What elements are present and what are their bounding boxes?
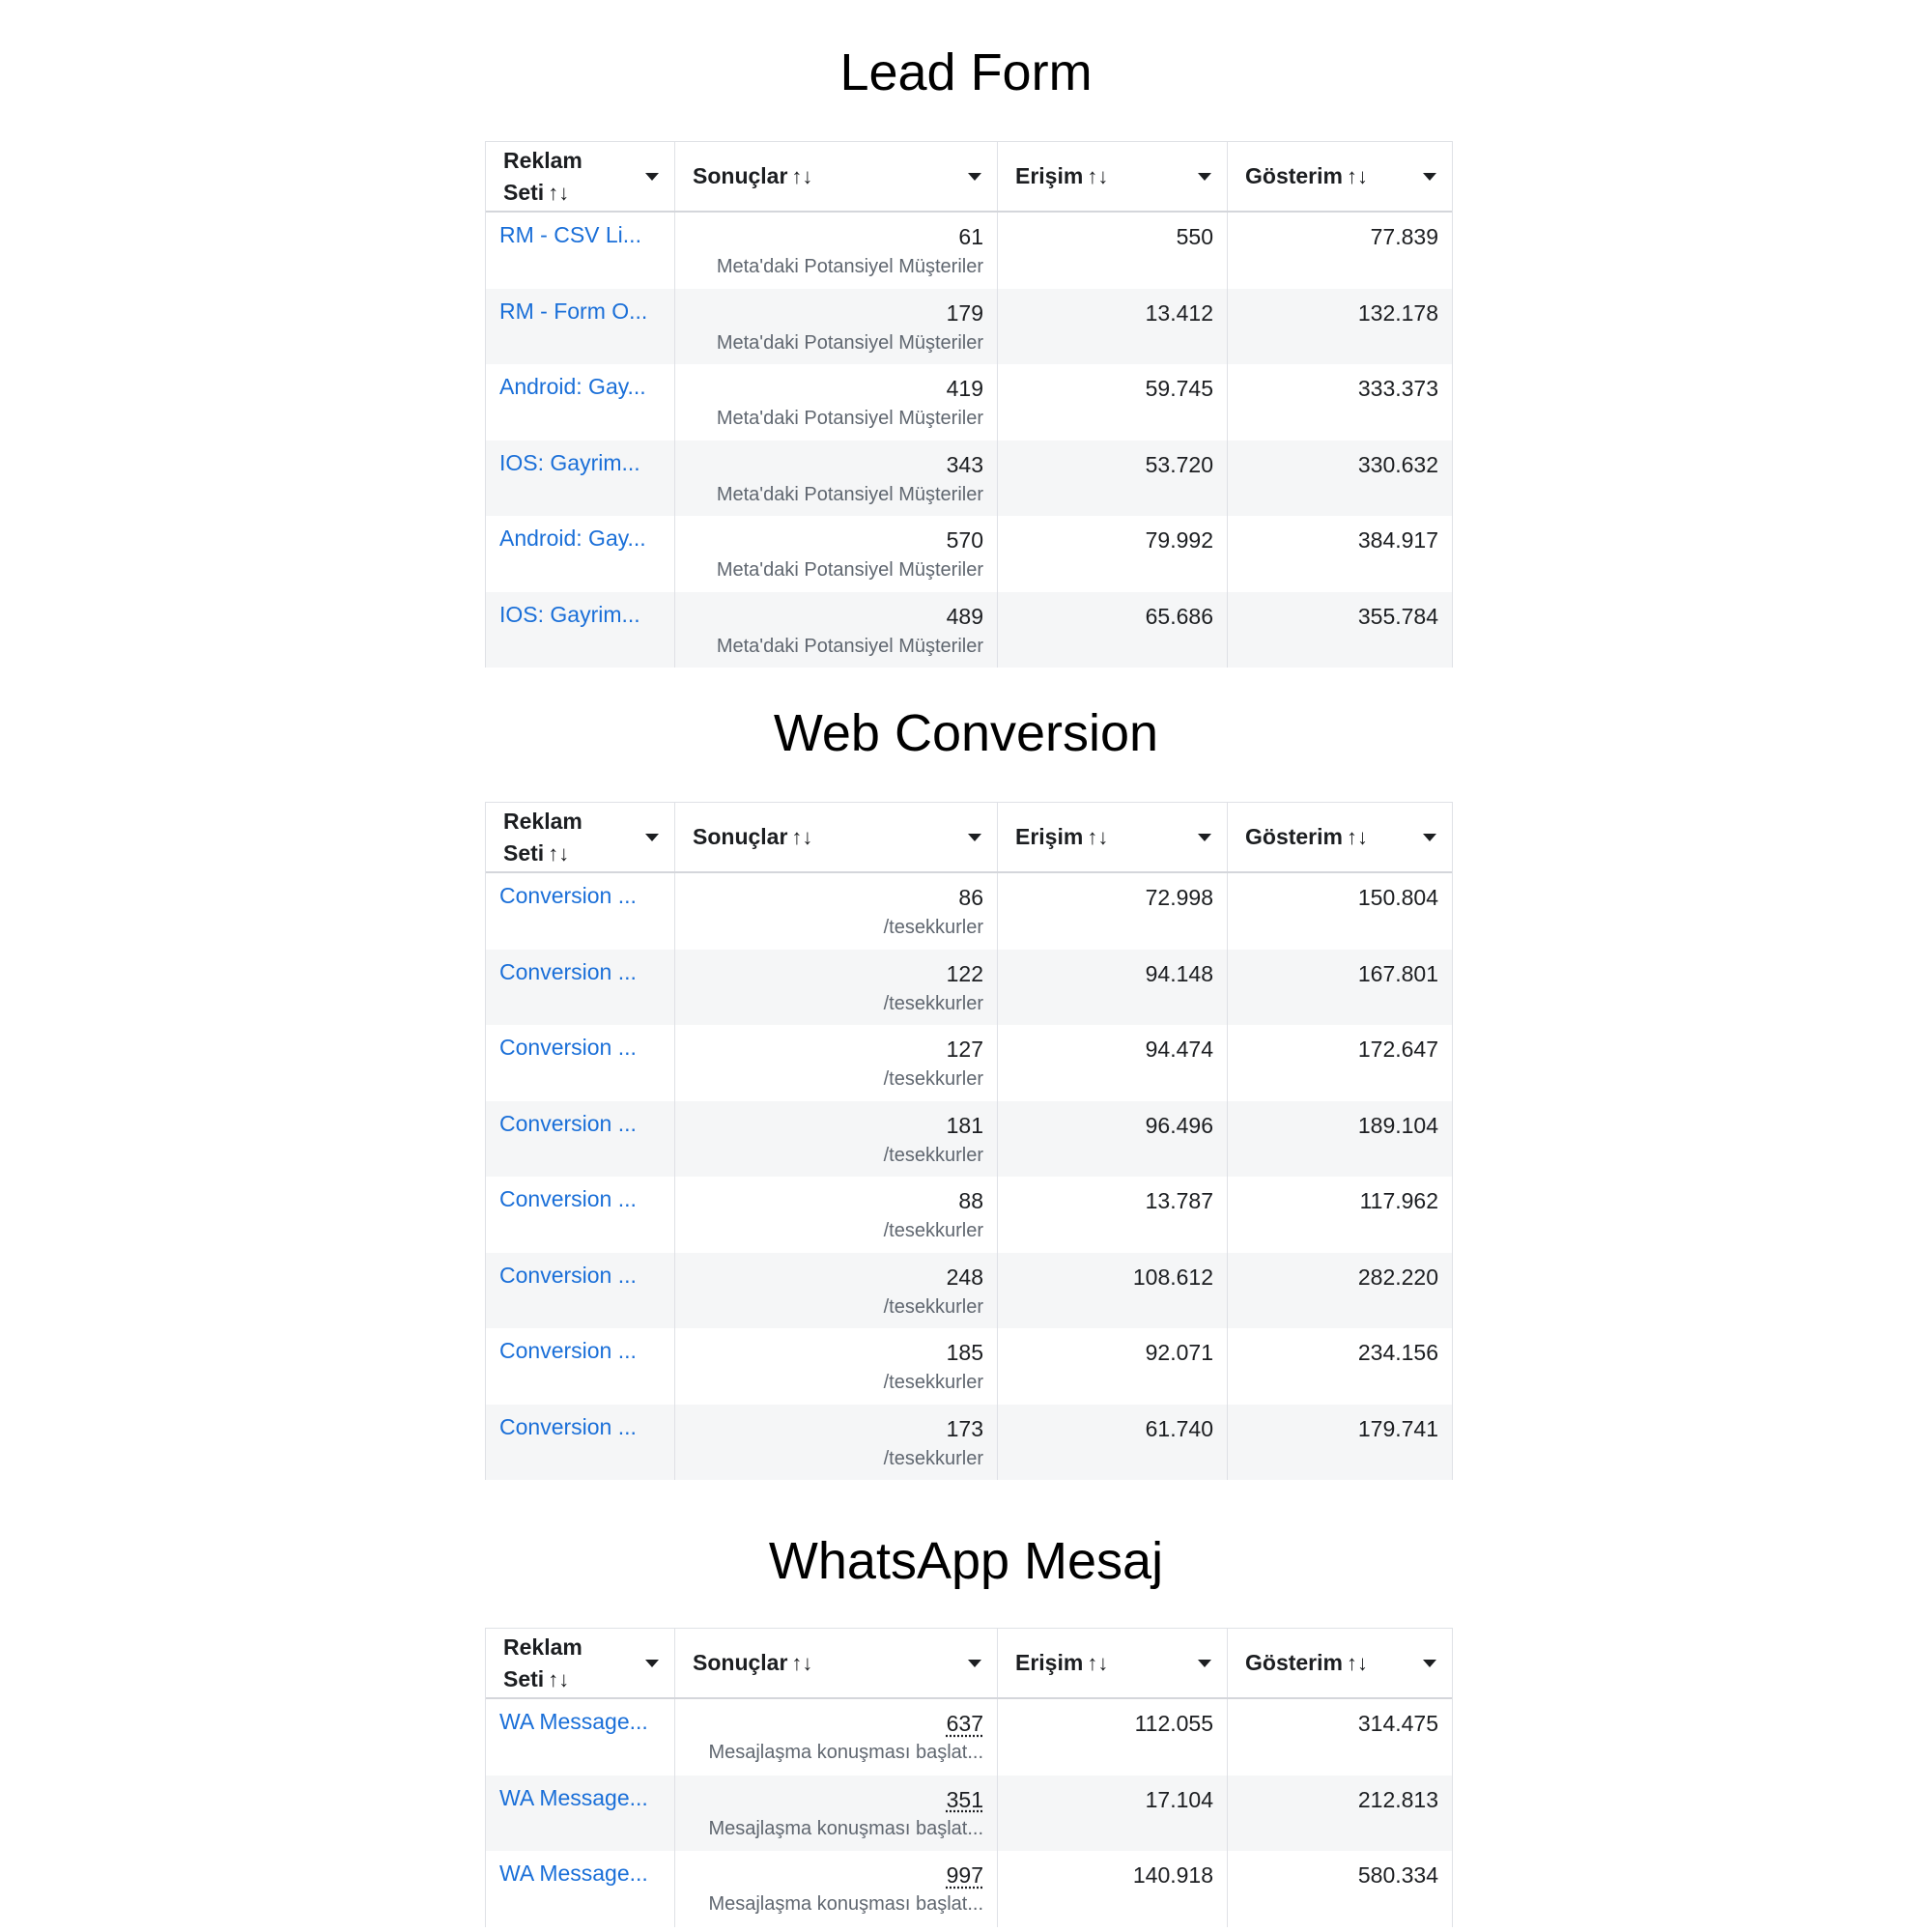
table-row xyxy=(486,1328,1452,1405)
cell-ad-set xyxy=(486,1776,675,1852)
cell-reach: 13.787 xyxy=(998,1177,1228,1253)
cell-results xyxy=(675,1253,998,1329)
ad-set-link[interactable]: IOS: Gayrim... xyxy=(499,449,640,475)
header-label-line: Reklam xyxy=(503,147,582,173)
header-label xyxy=(693,160,812,192)
sort-icon[interactable]: ↑↓ xyxy=(1087,1651,1109,1675)
sort-icon[interactable]: ↑↓ xyxy=(1087,164,1109,188)
header-label-text: Erişim xyxy=(1015,824,1084,849)
sort-icon[interactable]: ↑↓ xyxy=(548,180,570,205)
cell-impressions: 282.220 xyxy=(1357,1264,1438,1290)
ad-set-link[interactable]: Conversion ... xyxy=(499,1338,637,1363)
section-title: Web Conversion xyxy=(773,704,1159,762)
sort-icon[interactable]: ↑↓ xyxy=(548,1666,570,1691)
result-type: Mesajlaşma konuşması başlat... xyxy=(708,1893,983,1915)
table-row xyxy=(486,364,1452,440)
header-label xyxy=(1015,1647,1108,1679)
table-row xyxy=(486,440,1452,517)
cell-reach: 61.740 xyxy=(998,1405,1228,1481)
cell-reach: 550 xyxy=(998,213,1228,289)
dropdown-caret-icon[interactable] xyxy=(1198,834,1211,841)
result-value: 122 xyxy=(946,960,983,986)
header-label xyxy=(1015,821,1108,853)
cell-results xyxy=(675,1101,998,1178)
header-content xyxy=(675,803,997,871)
header-label xyxy=(503,1632,582,1695)
cell-impressions: 355.784 xyxy=(1357,603,1438,629)
sort-icon[interactable]: ↑↓ xyxy=(1346,164,1368,188)
cell-reach: 140.918 xyxy=(998,1851,1228,1927)
dropdown-caret-icon[interactable] xyxy=(968,173,981,181)
dropdown-caret-icon[interactable] xyxy=(645,834,659,841)
table-row xyxy=(486,1699,1452,1776)
result-value: 181 xyxy=(946,1112,983,1138)
result-type: /tesekkurler xyxy=(883,1144,983,1166)
result-type: /tesekkurler xyxy=(883,1447,983,1469)
result-value: 61 xyxy=(958,224,983,249)
table-row xyxy=(486,1253,1452,1329)
header-label-line: Seti xyxy=(503,1665,545,1691)
cell-impressions: 132.178 xyxy=(1357,299,1438,326)
ad-set-link[interactable]: Conversion ... xyxy=(499,1110,637,1136)
result-type: /tesekkurler xyxy=(883,917,983,938)
ad-set-link[interactable]: Conversion ... xyxy=(499,958,637,984)
result-value: 419 xyxy=(946,376,983,401)
table-row xyxy=(486,1025,1452,1101)
results-table xyxy=(485,1628,1453,1927)
cell-reach: 13.412 xyxy=(998,289,1228,365)
column-header-impressions[interactable] xyxy=(1228,142,1452,211)
result-value: 248 xyxy=(946,1264,983,1290)
result-type: /tesekkurler xyxy=(883,992,983,1014)
header-content xyxy=(1228,142,1452,211)
dropdown-caret-icon[interactable] xyxy=(1423,834,1436,841)
cell-impressions: 234.156 xyxy=(1357,1340,1438,1365)
cell-ad-set xyxy=(486,1699,675,1776)
dropdown-caret-icon[interactable] xyxy=(645,173,659,181)
result-value: 570 xyxy=(946,527,983,553)
header-label xyxy=(693,821,812,853)
result-type: Mesajlaşma konuşması başlat... xyxy=(708,1817,983,1839)
column-header-results[interactable] xyxy=(675,803,998,871)
column-header-reach[interactable] xyxy=(998,1629,1228,1697)
column-header-ad-set[interactable] xyxy=(486,1629,675,1697)
header-label-text: Erişim xyxy=(1015,163,1084,188)
result-value: 86 xyxy=(958,885,983,910)
dropdown-caret-icon[interactable] xyxy=(968,1660,981,1667)
sort-icon[interactable]: ↑↓ xyxy=(1346,825,1368,849)
ad-set-link[interactable]: Conversion ... xyxy=(499,883,637,908)
header-label xyxy=(503,145,582,209)
ad-set-link[interactable]: Android: Gay... xyxy=(499,526,646,551)
result-value[interactable]: 997 xyxy=(946,1862,983,1888)
header-content xyxy=(1228,1629,1452,1697)
dropdown-caret-icon[interactable] xyxy=(1198,1660,1211,1667)
result-value: 127 xyxy=(946,1037,983,1062)
ad-set-link[interactable]: RM - CSV Li... xyxy=(499,222,641,247)
cell-impressions: 212.813 xyxy=(1357,1786,1438,1812)
cell-ad-set xyxy=(486,592,675,668)
ad-set-link[interactable]: WA Message... xyxy=(499,1784,648,1810)
cell-reach: 72.998 xyxy=(998,873,1228,950)
table-row xyxy=(486,1776,1452,1852)
cell-impressions: 167.801 xyxy=(1357,960,1438,986)
header-content xyxy=(998,142,1227,211)
dropdown-caret-icon[interactable] xyxy=(1423,173,1436,181)
table-header xyxy=(486,141,1452,213)
sort-icon[interactable]: ↑↓ xyxy=(1346,1651,1368,1675)
result-type: /tesekkurler xyxy=(883,1295,983,1318)
cell-reach: 92.071 xyxy=(998,1328,1228,1405)
sort-icon[interactable]: ↑↓ xyxy=(791,1651,813,1675)
ad-set-link[interactable]: WA Message... xyxy=(499,1861,648,1886)
cell-results xyxy=(675,516,998,592)
result-value: 173 xyxy=(946,1415,983,1441)
result-value[interactable]: 637 xyxy=(946,1711,983,1736)
ad-set-link[interactable]: Conversion ... xyxy=(499,1035,637,1060)
section-title: WhatsApp Mesaj xyxy=(768,1532,1164,1590)
result-type: Meta'daki Potansiyel Müşteriler xyxy=(716,331,983,354)
result-value: 185 xyxy=(946,1340,983,1365)
results-table xyxy=(485,141,1453,668)
header-label-text: Erişim xyxy=(1015,1650,1084,1675)
header-label-line: Reklam xyxy=(503,1634,582,1660)
result-type: Mesajlaşma konuşması başlat... xyxy=(708,1742,983,1763)
header-label xyxy=(693,1647,812,1679)
cell-reach: 112.055 xyxy=(998,1699,1228,1776)
section-title: Lead Form xyxy=(839,43,1093,101)
header-label-line: Seti xyxy=(503,179,545,205)
cell-impressions: 333.373 xyxy=(1357,376,1438,401)
cell-ad-set xyxy=(486,1177,675,1253)
cell-ad-set xyxy=(486,1405,675,1481)
result-value: 179 xyxy=(946,299,983,326)
cell-results xyxy=(675,1851,998,1927)
column-header-reach[interactable] xyxy=(998,142,1228,211)
header-content xyxy=(675,1629,997,1697)
table-row xyxy=(486,592,1452,668)
column-header-results[interactable] xyxy=(675,142,998,211)
cell-results xyxy=(675,1699,998,1776)
header-label-text: Sonuçlar xyxy=(693,163,788,188)
table-row xyxy=(486,950,1452,1026)
cell-results xyxy=(675,950,998,1026)
header-label-text: Sonuçlar xyxy=(693,824,788,849)
header-label xyxy=(1015,160,1108,192)
cell-results xyxy=(675,1177,998,1253)
sort-icon[interactable]: ↑↓ xyxy=(1087,825,1109,849)
ad-set-link[interactable]: Android: Gay... xyxy=(499,374,646,399)
table-row xyxy=(486,1101,1452,1178)
ad-set-link[interactable]: Conversion ... xyxy=(499,1262,637,1288)
cell-impressions: 179.741 xyxy=(1357,1415,1438,1441)
header-content xyxy=(998,803,1227,871)
cell-ad-set xyxy=(486,1851,675,1927)
column-header-impressions[interactable] xyxy=(1228,803,1452,871)
cell-results xyxy=(675,873,998,950)
column-header-ad-set[interactable] xyxy=(486,142,675,211)
sort-icon[interactable]: ↑↓ xyxy=(548,840,570,866)
table-row xyxy=(486,213,1452,289)
cell-results xyxy=(675,1776,998,1852)
cell-ad-set xyxy=(486,516,675,592)
cell-impressions: 580.334 xyxy=(1357,1862,1438,1888)
table-row xyxy=(486,1177,1452,1253)
table-header xyxy=(486,1628,1452,1699)
ad-set-link[interactable]: IOS: Gayrim... xyxy=(499,601,640,627)
column-header-reach[interactable] xyxy=(998,803,1228,871)
table-row xyxy=(486,516,1452,592)
cell-ad-set xyxy=(486,950,675,1026)
cell-ad-set xyxy=(486,1328,675,1405)
cell-reach: 59.745 xyxy=(998,364,1228,440)
header-content xyxy=(486,1629,674,1697)
result-value: 88 xyxy=(958,1188,983,1213)
column-header-results[interactable] xyxy=(675,1629,998,1697)
ad-set-link[interactable]: Conversion ... xyxy=(499,1413,637,1439)
header-label xyxy=(1245,821,1368,853)
result-value: 489 xyxy=(946,603,983,629)
cell-reach: 94.148 xyxy=(998,950,1228,1026)
cell-results xyxy=(675,440,998,517)
cell-ad-set xyxy=(486,213,675,289)
header-label xyxy=(1245,160,1368,192)
cell-impressions: 330.632 xyxy=(1357,451,1438,477)
cell-impressions: 172.647 xyxy=(1357,1037,1438,1062)
cell-impressions: 189.104 xyxy=(1357,1112,1438,1138)
result-type: Meta'daki Potansiyel Müşteriler xyxy=(716,483,983,505)
header-content xyxy=(675,142,997,211)
cell-ad-set xyxy=(486,364,675,440)
result-value[interactable]: 351 xyxy=(946,1786,983,1812)
cell-results xyxy=(675,1405,998,1481)
ad-set-link[interactable]: WA Message... xyxy=(499,1709,648,1734)
cell-ad-set xyxy=(486,440,675,517)
result-type: Meta'daki Potansiyel Müşteriler xyxy=(716,559,983,581)
sort-icon[interactable]: ↑↓ xyxy=(791,825,813,849)
result-type: Meta'daki Potansiyel Müşteriler xyxy=(716,635,983,657)
cell-reach: 79.992 xyxy=(998,516,1228,592)
cell-reach: 65.686 xyxy=(998,592,1228,668)
dropdown-caret-icon[interactable] xyxy=(1423,1660,1436,1667)
cell-ad-set xyxy=(486,873,675,950)
result-type: Meta'daki Potansiyel Müşteriler xyxy=(716,408,983,429)
header-content xyxy=(1228,803,1452,871)
header-label-line: Reklam xyxy=(503,808,582,834)
result-type: Meta'daki Potansiyel Müşteriler xyxy=(716,256,983,277)
cell-results xyxy=(675,592,998,668)
results-table xyxy=(485,802,1453,1480)
table-row xyxy=(486,873,1452,950)
column-header-impressions[interactable] xyxy=(1228,1629,1452,1697)
header-label-text: Gösterim xyxy=(1245,1650,1343,1675)
column-header-ad-set[interactable] xyxy=(486,803,675,871)
cell-impressions: 77.839 xyxy=(1370,224,1438,249)
cell-results xyxy=(675,289,998,365)
cell-reach: 94.474 xyxy=(998,1025,1228,1101)
header-content xyxy=(998,1629,1227,1697)
table-header xyxy=(486,802,1452,873)
cell-impressions: 150.804 xyxy=(1357,885,1438,910)
table-row xyxy=(486,1851,1452,1927)
sort-icon[interactable]: ↑↓ xyxy=(791,164,813,188)
header-label-text: Gösterim xyxy=(1245,163,1343,188)
cell-results xyxy=(675,364,998,440)
cell-results xyxy=(675,213,998,289)
cell-reach: 53.720 xyxy=(998,440,1228,517)
header-content xyxy=(486,142,674,211)
cell-impressions: 117.962 xyxy=(1359,1188,1438,1213)
header-label-text: Gösterim xyxy=(1245,824,1343,849)
table-row xyxy=(486,1405,1452,1481)
dropdown-caret-icon[interactable] xyxy=(1198,173,1211,181)
cell-reach: 17.104 xyxy=(998,1776,1228,1852)
table-row xyxy=(486,289,1452,365)
cell-results xyxy=(675,1328,998,1405)
cell-ad-set xyxy=(486,1253,675,1329)
result-value: 343 xyxy=(946,451,983,477)
cell-ad-set xyxy=(486,289,675,365)
header-label-text: Sonuçlar xyxy=(693,1650,788,1675)
result-type: /tesekkurler xyxy=(883,1068,983,1090)
cell-impressions: 384.917 xyxy=(1357,527,1438,553)
result-type: /tesekkurler xyxy=(883,1220,983,1241)
dropdown-caret-icon[interactable] xyxy=(645,1660,659,1667)
ad-set-link[interactable]: Conversion ... xyxy=(499,1186,637,1211)
dropdown-caret-icon[interactable] xyxy=(968,834,981,841)
cell-ad-set xyxy=(486,1025,675,1101)
header-label-line: Seti xyxy=(503,839,545,866)
cell-ad-set xyxy=(486,1101,675,1178)
header-content xyxy=(486,803,674,871)
ad-set-link[interactable]: RM - Form O... xyxy=(499,298,648,324)
cell-reach: 96.496 xyxy=(998,1101,1228,1178)
header-label xyxy=(503,806,582,869)
cell-results xyxy=(675,1025,998,1101)
result-type: /tesekkurler xyxy=(883,1372,983,1393)
header-label xyxy=(1245,1647,1368,1679)
cell-reach: 108.612 xyxy=(998,1253,1228,1329)
cell-impressions: 314.475 xyxy=(1357,1711,1438,1736)
